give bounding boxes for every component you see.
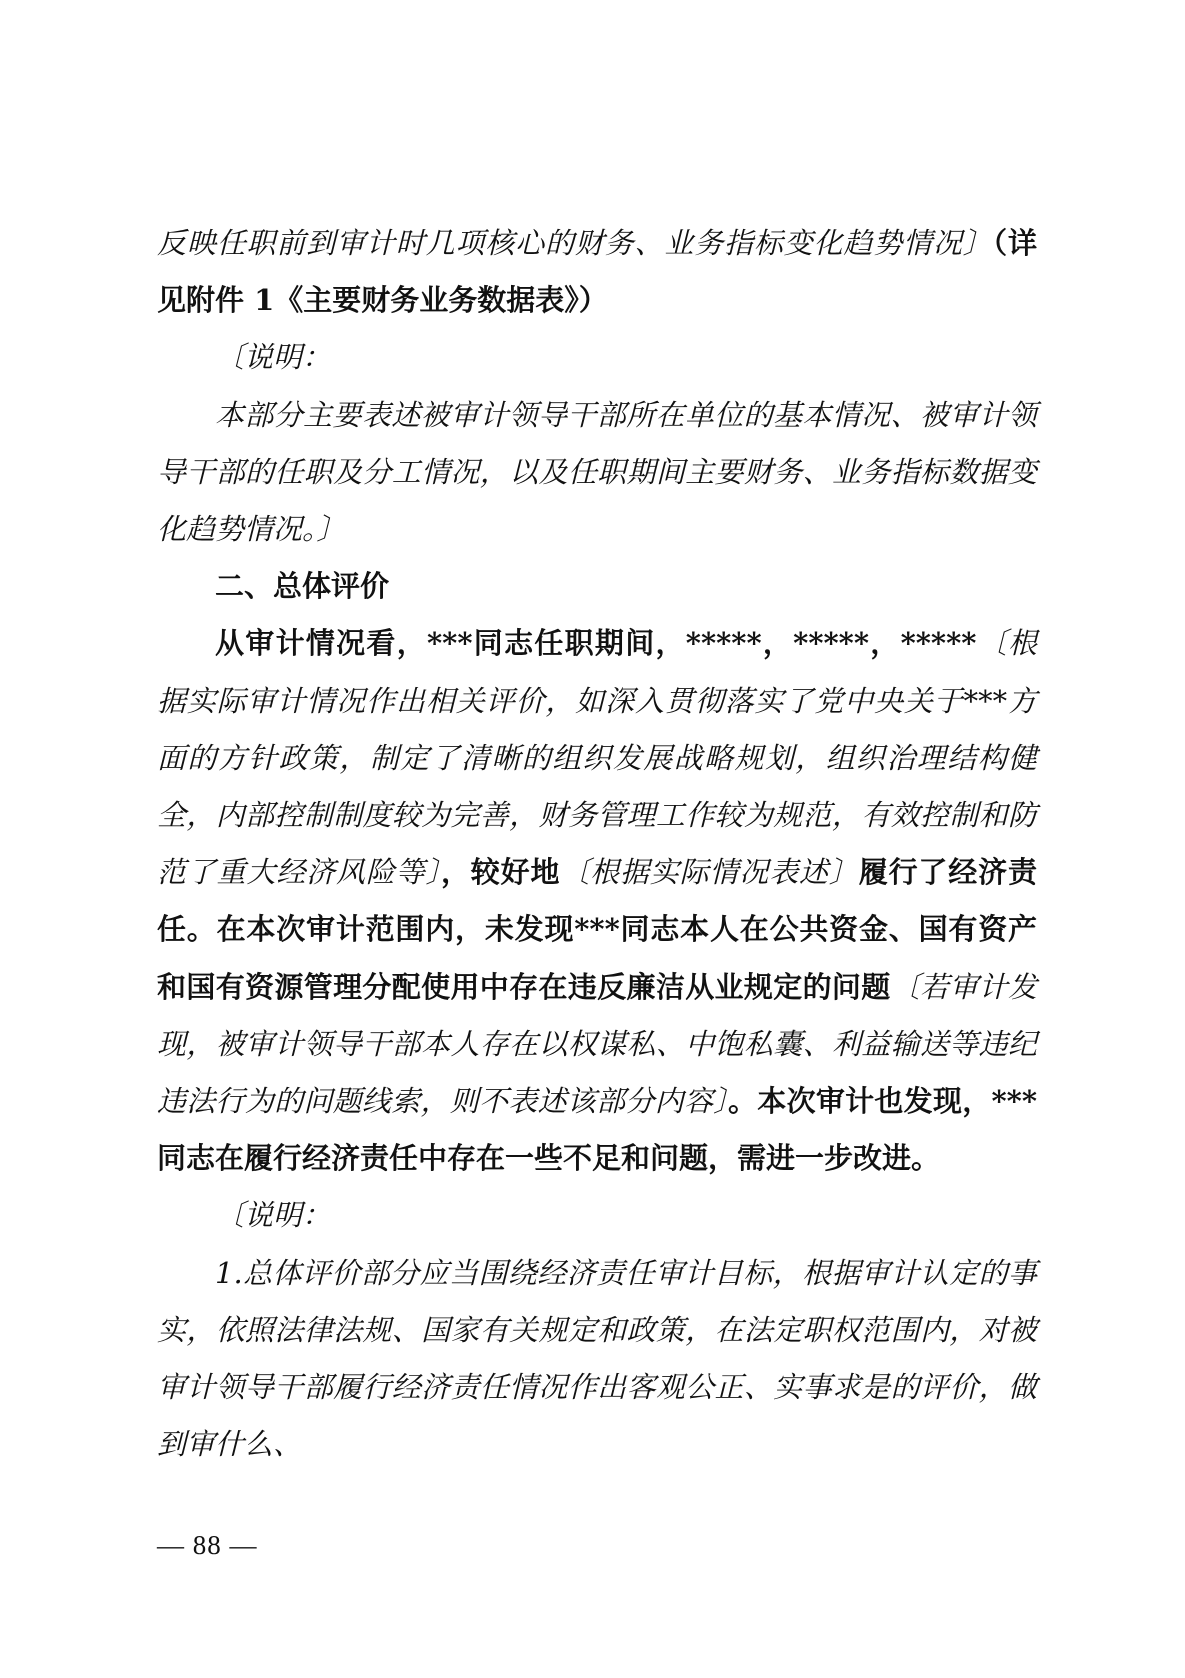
- page-body: [157, 215, 1037, 1473]
- bold-text-run: （详见附件 1《主要财务业务数据表》）: [157, 226, 1037, 318]
- note-paragraph: [157, 1245, 1037, 1474]
- italic-text-run: 〔若审计发现，被审计领导干部本人存在以权谋私、中饱私囊、利益输送等违纪违法行为的问题线索，则不表述该部分内容〕: [157, 969, 1037, 1119]
- bold-text-run: 履行了经济责任。在本次审计范围内，未发现***同志本人在公共资金、国有资产和国有资源管理分配使用中存在违反廉洁从业规定的问题: [157, 855, 1037, 1004]
- bold-text-run: 。本次审计也发现，***同志在履行经济责任中存在一些不足和问题，需进一步改进。: [157, 1084, 1037, 1176]
- bold-text-run: 从审计情况看，***同志任职期间，*****，*****，*****: [215, 626, 977, 661]
- italic-text-run: 〔说明：: [215, 1198, 332, 1233]
- note-label: [157, 329, 1037, 386]
- italic-text-run: 反映任职前到审计时几项核心的财务、业务指标变化趋势情况〕: [157, 226, 993, 260]
- overall-evaluation-paragraph: [157, 615, 1037, 1187]
- italic-text-run: 〔根据实际审计情况作出相关评价，如深入贯彻落实了党中央关于***方面的方针政策，制定了清晰的组织发展战略规划，组织治理结构健全，内部控制制度较为完善，财务管理工作较为规范，有效控制和防范了重大经济风险等〕: [157, 626, 1037, 890]
- note-paragraph: [157, 387, 1037, 559]
- italic-text-run: 本部分主要表述被审计领导干部所在单位的基本情况、被审计领导干部的任职及分工情况，以及任职期间主要财务、业务指标数据变化趋势情况。〕: [157, 397, 1037, 547]
- bold-text-run: ，较好地: [440, 855, 561, 890]
- page-number: — 88 —: [157, 1530, 258, 1560]
- bold-text-run: 二、总体评价: [215, 569, 390, 604]
- note-label: [157, 1187, 1037, 1244]
- continued-paragraph: [157, 215, 1037, 329]
- italic-text-run: 1.总体评价部分应当围绕经济责任审计目标，根据审计认定的事实，依照法律法规、国家有关规定和政策，在法定职权范围内，对被审计领导干部履行经济责任情况作出客观公正、实事求是的评价，做到审什么、: [157, 1255, 1037, 1462]
- italic-text-run: 〔根据实际情况表述〕: [560, 855, 859, 890]
- section-heading: [157, 558, 1037, 615]
- italic-text-run: 〔说明：: [215, 340, 332, 375]
